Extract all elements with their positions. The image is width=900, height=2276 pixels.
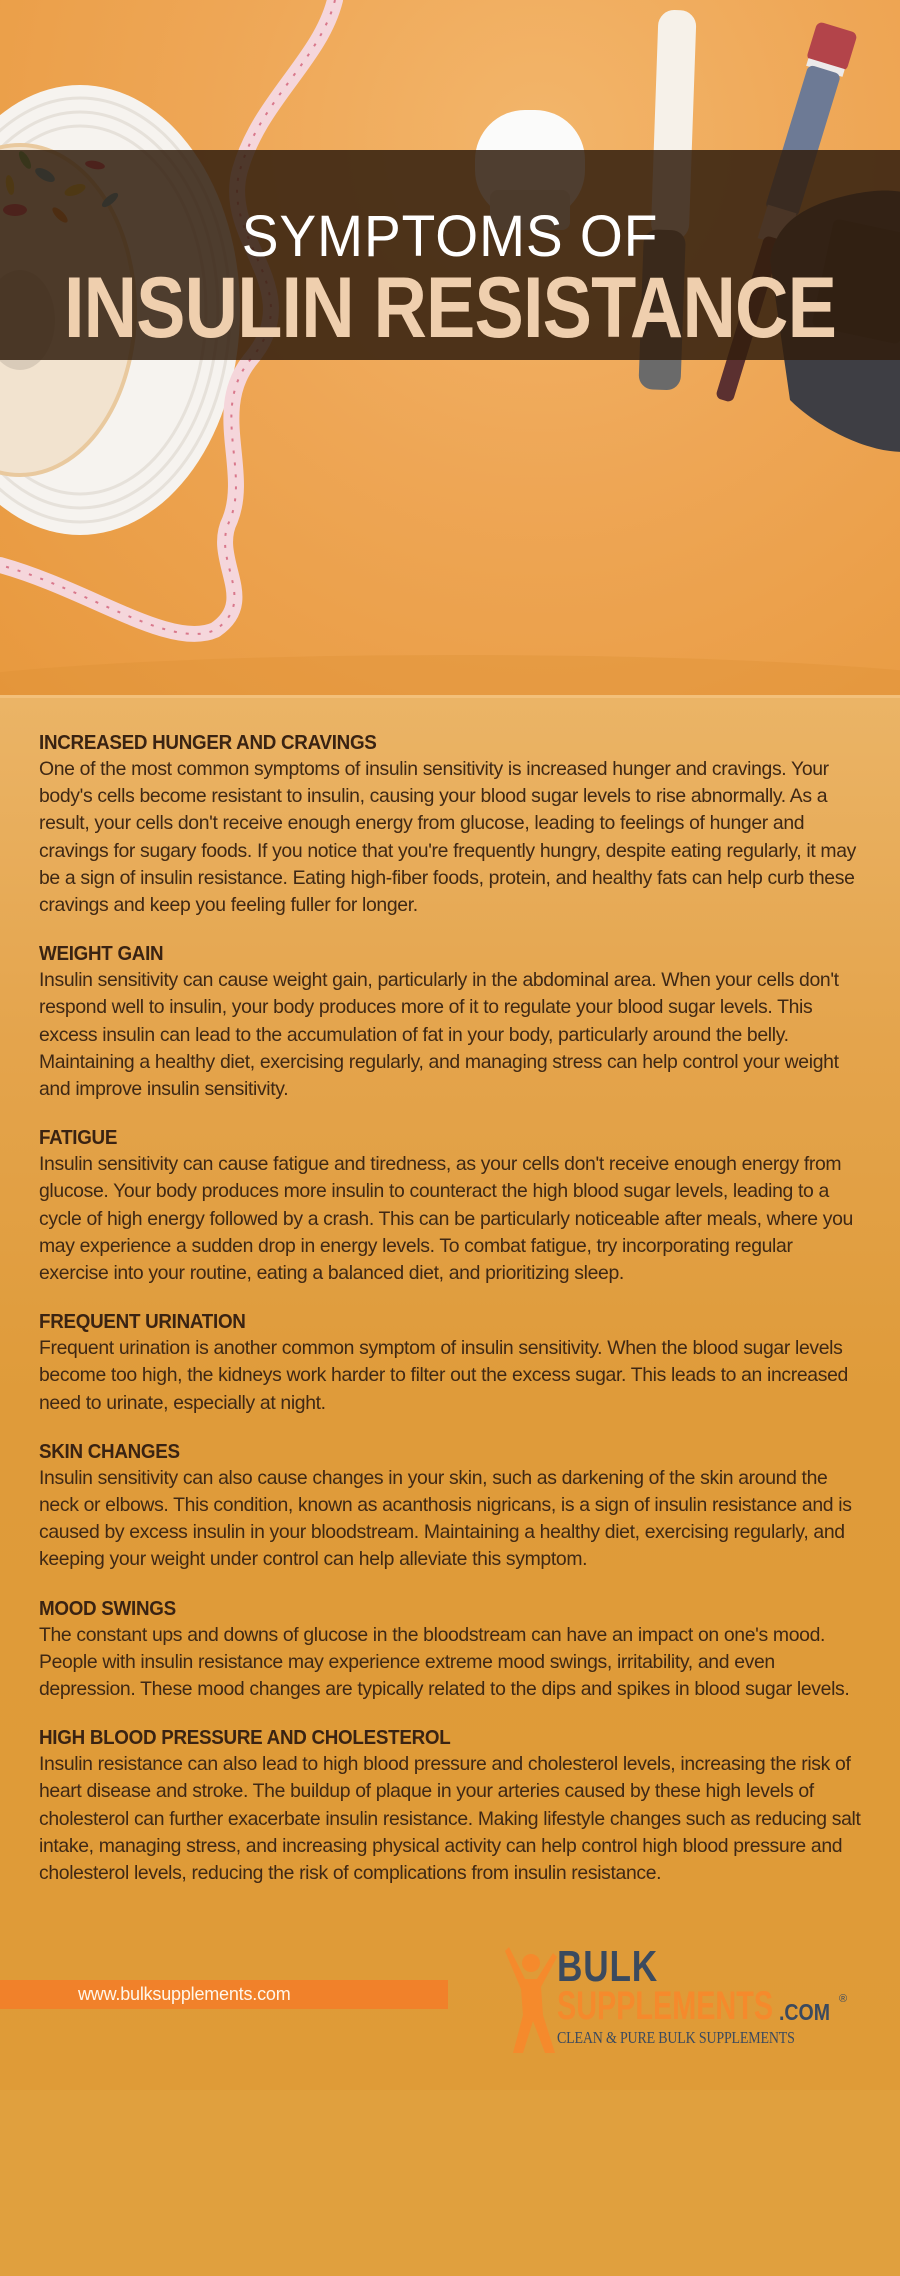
website-url[interactable]: www.bulksupplements.com	[78, 1984, 291, 2005]
hero-banner	[0, 0, 900, 695]
logo-tagline: CLEAN & PURE BULK SUPPLEMENTS	[557, 2028, 795, 2048]
section-heading: INCREASED HUNGER AND CRAVINGS	[39, 732, 377, 754]
page-title-line1: SYMPTOMS OF	[241, 204, 659, 269]
section-heading: WEIGHT GAIN	[39, 943, 164, 966]
symptom-section-hunger	[0, 731, 900, 919]
section-heading: FREQUENT URINATION	[39, 1311, 246, 1334]
section-body: Frequent urination is another common symptom of insulin sensitivity. When the blood sugar levels become too high, the kidneys work harder to filter out the excess sugar. This leads to an increased need to urinate, especially at night.	[39, 1337, 848, 1414]
logo-word-bulk: BULK	[557, 1942, 658, 1992]
symptom-section-mood	[0, 1597, 900, 1704]
symptom-section-blood-pressure	[0, 1726, 900, 1887]
symptoms-list	[0, 695, 900, 2090]
section-heading: SKIN CHANGES	[39, 1440, 180, 1463]
section-heading: MOOD SWINGS	[39, 1597, 176, 1620]
symptom-section-fatigue	[0, 1126, 900, 1287]
section-body: Insulin sensitivity can cause weight gain, particularly in the abdominal area. When your cells don't respond well to insulin, your body produces more of it to regulate your blood sugar levels. This excess insulin can lead to the accumulation of fat in your body, particularly around the belly. Maintaining a healthy diet, exercising regularly, and managing stress can help control your weight and improve insulin sensitivity.	[39, 969, 839, 1101]
person-figure-icon	[503, 1945, 563, 2055]
section-body: Insulin sensitivity can cause fatigue and tiredness, as your cells don't receive enough energy from glucose. Your body produces more insulin to counteract the high blood sugar levels, leading to a cycle of high energy followed by a crash. This can be particularly noticeable after meals, where you may experience a sudden drop in energy levels. To combat fatigue, try incorporating regular exercise into your routine, eating a balanced diet, and prioritizing sleep.	[39, 1153, 853, 1285]
symptom-section-skin	[0, 1440, 900, 1574]
footer	[0, 1910, 900, 2090]
section-body: One of the most common symptoms of insulin sensitivity is increased hunger and cravings. Your body's cells become resistant to insulin, causing your blood sugar levels to rise abnormally. As a result, your cells don't receive enough energy from glucose, leading to feelings of hunger and cravings for sugary foods. If you notice that you're frequently hungry, despite eating regularly, it may be a sign of insulin resistance. Eating high-fiber foods, protein, and healthy fats can help curb these cravings and keep you feeling fuller for longer.	[39, 758, 856, 917]
logo-word-supplements: SUPPLEMENTS	[557, 1984, 774, 2029]
page-title-line2: INSULIN RESISTANCE	[63, 260, 837, 356]
website-link[interactable]	[0, 1980, 448, 2009]
section-body: Insulin sensitivity can also cause changes in your skin, such as darkening of the skin around the neck or elbows. This condition, known as acanthosis nigricans, is a sign of insulin resistance and is caused by excess insulin in your bloodstream. Maintaining a healthy diet, exercising regularly, and keeping your weight under control can help alleviate this symptom.	[39, 1466, 852, 1571]
section-body: Insulin resistance can also lead to high blood pressure and cholesterol levels, increasing the risk of heart disease and stroke. The buildup of plaque in your arteries caused by these high levels of cholesterol can further exacerbate insulin resistance. Making lifestyle changes such as reducing salt intake, managing stress, and increasing physical activity can help control high blood pressure and cholesterol levels, reducing the risk of complications from insulin resistance.	[39, 1753, 861, 1885]
brand-logo	[503, 1942, 883, 2055]
section-body: The constant ups and downs of glucose in the bloodstream can have an impact on one's mood. People with insulin resistance may experience extreme mood swings, irritability, and even depression. These mood changes are typically related to the dips and spikes in blood sugar levels.	[39, 1623, 850, 1701]
registered-mark: ®	[839, 1993, 848, 2006]
symptom-section-urination	[0, 1310, 900, 1417]
logo-suffix: .COM	[779, 1999, 831, 2026]
section-heading: FATIGUE	[39, 1127, 118, 1150]
symptom-section-weight-gain	[0, 942, 900, 1103]
section-heading: HIGH BLOOD PRESSURE AND CHOLESTEROL	[39, 1727, 451, 1750]
